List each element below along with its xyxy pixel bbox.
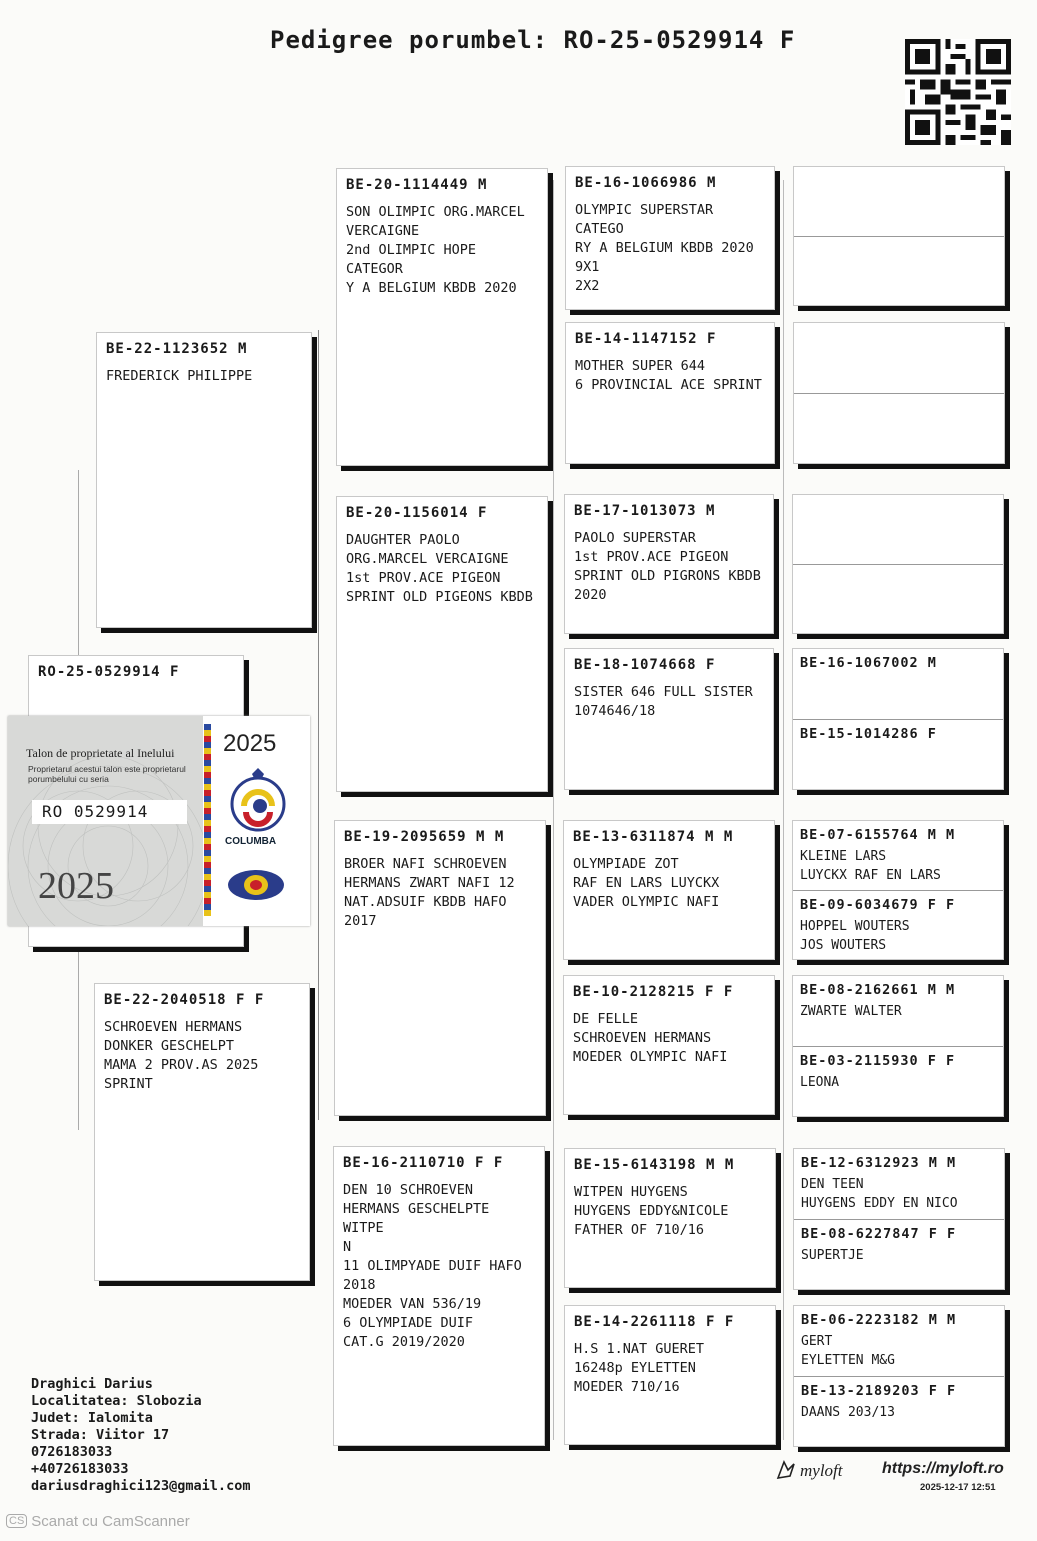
gen4-sire[interactable] (794, 1306, 1004, 1376)
great-grandparent-box[interactable] (563, 975, 775, 1115)
great-grandparent-box[interactable] (565, 166, 775, 310)
gen4-pair-box[interactable] (793, 322, 1005, 464)
gen4-sire[interactable] (794, 167, 1004, 236)
ring-number: BE-13-6311874 M M (573, 829, 734, 845)
pigeon-description (793, 742, 1003, 746)
ring-number: BE-07-6155764 M M (800, 827, 956, 843)
pigeon-description: KLEINE LARS LUYCKX RAF EN LARS (800, 849, 941, 883)
ring-number: BE-14-1147152 F (575, 331, 717, 347)
great-grandparent-box[interactable] (563, 820, 775, 960)
pigeon-description (794, 329, 1004, 333)
ring-ownership-card (8, 716, 310, 926)
gen4-dam[interactable] (794, 1376, 1004, 1446)
ring-number: BE-16-2110710 F F (343, 1155, 504, 1171)
columba-logo-icon (230, 768, 286, 834)
pigeon-description: DEN 10 SCHROEVEN HERMANS GESCHELPTE WITPE N 11 OLIMPYADE DUIF HAFO 2018 MOEDER VAN 536/19 6 OLYMPIADE DUIF CAT.G 2019/2020 (343, 1182, 522, 1350)
fci-logo-icon (226, 868, 286, 902)
pigeon-description (793, 671, 1003, 675)
gen4-sire[interactable] (793, 495, 1003, 564)
gen4-sire[interactable] (794, 1149, 1004, 1219)
qr-code-icon (905, 38, 1011, 146)
gen4-dam[interactable] (793, 1046, 1003, 1116)
gen4-pair-box[interactable] (793, 166, 1005, 306)
owner-phone-intl: +40726183033 (31, 1461, 129, 1477)
pigeon-description (794, 243, 1004, 247)
ring-number: BE-16-1066986 M (575, 175, 717, 191)
pigeon-description: LEONA (800, 1075, 840, 1090)
connector-line (553, 180, 554, 1440)
owner-name: Draghici Darius (31, 1376, 153, 1392)
owner-info (31, 1376, 250, 1495)
pigeon-description: DE FELLE SCHROEVEN HERMANS MOEDER OLYMPIC NAFI (573, 1011, 728, 1065)
pigeon-description: FREDERICK PHILIPPE (106, 368, 253, 384)
print-date: 2025-12-17 12:51 (920, 1482, 996, 1493)
gen4-dam[interactable] (794, 393, 1004, 463)
gen4-pair-box[interactable] (792, 494, 1004, 634)
pigeon-description: BROER NAFI SCHROEVEN HERMANS ZWART NAFI 12 NAT.ADSUIF KBDB HAFO 2017 (344, 856, 515, 929)
gen4-pair-box[interactable] (793, 1305, 1005, 1447)
pigeon-description: SUPERTJE (801, 1248, 864, 1263)
ring-number: BE-20-1156014 F (346, 505, 488, 521)
gen4-pair-box[interactable] (792, 648, 1004, 790)
owner-county: Judet: Ialomita (31, 1410, 153, 1426)
ring-number: BE-18-1074668 F (574, 657, 716, 673)
pigeon-description: MOTHER SUPER 644 6 PROVINCIAL ACE SPRINT (575, 358, 762, 393)
connector-line (783, 180, 784, 1440)
pigeon-description: OLYMPIADE ZOT RAF EN LARS LUYCKX VADER OLYMPIC NAFI (573, 856, 720, 910)
connector-line (318, 330, 319, 1120)
ring-number: BE-10-2128215 F F (573, 984, 734, 1000)
card-label-subtitle: Proprietarul acestui talon este proprietarul porumbelului cu seria (28, 764, 186, 784)
gen4-sire[interactable] (793, 976, 1003, 1046)
gen4-dam[interactable] (793, 719, 1003, 789)
pigeon-description: SON OLIMPIC ORG.MARCEL VERCAIGNE 2nd OLIMPIC HOPE CATEGOR Y A BELGIUM KBDB 2020 (346, 204, 525, 296)
ring-number: BE-12-6312923 M M (801, 1155, 957, 1171)
pigeon-description: GERT EYLETTEN M&G (801, 1334, 895, 1368)
pigeon-description: DAANS 203/13 (801, 1405, 895, 1420)
great-grandparent-box[interactable] (564, 648, 774, 790)
ring-number: BE-15-6143198 M M (574, 1157, 735, 1173)
gen4-pair-box[interactable] (792, 975, 1004, 1117)
subject-ring: RO-25-0529914 F (38, 664, 180, 680)
gen4-dam[interactable] (793, 564, 1003, 633)
gen4-sire[interactable] (794, 323, 1004, 393)
grandparent-box[interactable] (336, 496, 548, 792)
ring-number: BE-17-1013073 M (574, 503, 716, 519)
great-grandparent-box[interactable] (564, 1305, 776, 1445)
camscanner-text: Scanat cu CamScanner (31, 1513, 190, 1530)
great-grandparent-box[interactable] (564, 494, 774, 634)
pigeon-description: PAOLO SUPERSTAR 1st PROV.ACE PIGEON SPRINT OLD PIGRONS KBDB 2020 (574, 530, 761, 603)
pigeon-description: SISTER 646 FULL SISTER 1074646/18 (574, 684, 753, 719)
ring-number: BE-08-2162661 M M (800, 982, 956, 998)
pigeon-description: ZWARTE WALTER (800, 1004, 902, 1019)
great-grandparent-box[interactable] (565, 322, 775, 464)
ring-number: BE-19-2095659 M M (344, 829, 505, 845)
gen4-sire[interactable] (793, 649, 1003, 719)
connector-line (78, 470, 79, 660)
camscanner-watermark (6, 1513, 190, 1530)
pigeon-description (794, 173, 1004, 177)
gen4-dam[interactable] (794, 1219, 1004, 1289)
pigeon-description: DEN TEEN HUYGENS EDDY EN NICO (801, 1177, 958, 1211)
dam-box[interactable] (94, 983, 310, 1281)
pigeon-description (793, 501, 1003, 505)
brand-name: myloft (800, 1461, 843, 1480)
ring-number: BE-16-1067002 M (800, 655, 937, 671)
card-year-large: 2025 (38, 865, 114, 907)
gen4-sire[interactable] (793, 821, 1003, 890)
gen4-dam[interactable] (794, 236, 1004, 305)
ring-number: BE-03-2115930 F F (800, 1053, 956, 1069)
gen4-dam[interactable] (793, 890, 1003, 959)
ring-number: BE-20-1114449 M (346, 177, 488, 193)
gen4-pair-box[interactable] (793, 1148, 1005, 1290)
ring-number: BE-15-1014286 F (800, 726, 937, 742)
pigeon-description: DAUGHTER PAOLO ORG.MARCEL VERCAIGNE 1st PROV.ACE PIGEON SPRINT OLD PIGEONS KBDB (346, 532, 533, 605)
owner-email[interactable]: dariusdraghici123@gmail.com (31, 1478, 251, 1494)
pigeon-description: SCHROEVEN HERMANS DONKER GESCHELPT MAMA 2 PROV.AS 2025 SPRINT (104, 1019, 259, 1092)
pigeon-description (793, 571, 1003, 575)
ring-number: BE-14-2261118 F F (574, 1314, 735, 1330)
owner-street: Strada: Viitor 17 (31, 1427, 170, 1443)
pigeon-logo-icon (776, 1458, 798, 1482)
pigeon-description: HOPPEL WOUTERS JOS WOUTERS (800, 919, 910, 953)
pigeon-description: WITPEN HUYGENS HUYGENS EDDY&NICOLE FATHER OF 710/16 (574, 1184, 729, 1238)
gen4-pair-box[interactable] (792, 820, 1004, 960)
flag-stripe (204, 724, 211, 916)
sire-box[interactable] (96, 332, 312, 628)
ring-number: BE-09-6034679 F F (800, 897, 956, 913)
ring-number: BE-22-2040518 F F (104, 992, 265, 1008)
pigeon-description: H.S 1.NAT GUERET 16248p EYLETTEN MOEDER 710/16 (574, 1341, 705, 1395)
columba-label: COLUMBA (225, 836, 277, 847)
ring-number: BE-22-1123652 M (106, 341, 248, 357)
grandparent-box[interactable] (333, 1146, 545, 1446)
card-label-title: Talon de proprietate al Inelului (26, 746, 175, 760)
ring-number: BE-13-2189203 F F (801, 1383, 957, 1399)
brand-url[interactable]: https://myloft.ro (882, 1460, 1004, 1477)
card-ring-number: RO 0529914 (32, 800, 187, 824)
owner-locality: Localitatea: Slobozia (31, 1393, 202, 1409)
page-title: Pedigree porumbel: RO-25-0529914 F (270, 26, 796, 54)
owner-phone: 0726183033 (31, 1444, 113, 1460)
ring-number: BE-06-2223182 M M (801, 1312, 957, 1328)
card-year: 2025 (223, 730, 277, 757)
pigeon-description: OLYMPIC SUPERSTAR CATEGO RY A BELGIUM KBDB 2020 9X1 2X2 (575, 202, 754, 294)
camscanner-logo-icon: CS (6, 1514, 27, 1528)
grandparent-box[interactable] (334, 820, 546, 1116)
ring-number: BE-08-6227847 F F (801, 1226, 957, 1242)
great-grandparent-box[interactable] (564, 1148, 776, 1288)
grandparent-box[interactable] (336, 168, 548, 466)
pigeon-description (794, 400, 1004, 404)
connector-line (78, 930, 79, 1130)
